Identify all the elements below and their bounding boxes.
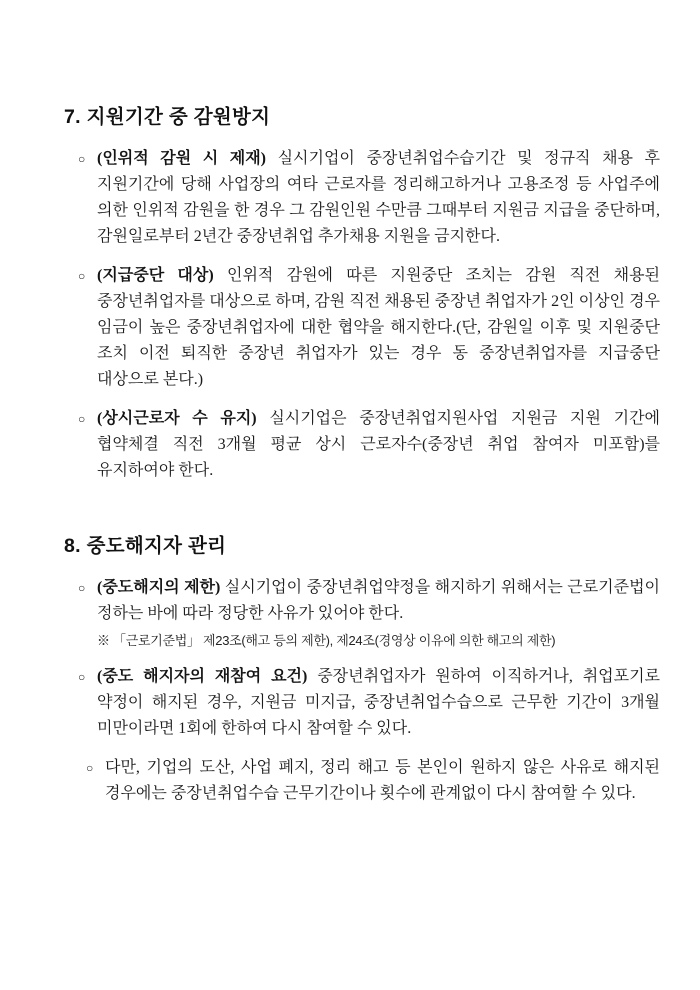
bullet-item-maintain-workers [64, 406, 660, 484]
item-text: 인위적 감원에 따른 지원중단 조치는 감원 직전 채용된 중장년취업자를 대상으로 하며, 감원 직전 채용된 중장년 취업자가 2인 이상인 경우 임금이 높은 중장년취업자에 대한 협약을 해지한다.(단, 감원일 이후 및 지원중단 조치 이전 퇴직한 중장년 취업자가 있는 경우 동 중장년취업자를 지급중단 대상으로 본다.) [97, 267, 660, 388]
bullet-item-rejoin-exception [64, 755, 660, 807]
bullet-marker: ○ [78, 152, 86, 166]
bullet-item-rejoin-requirement [64, 664, 660, 742]
item-text: 중장년취업자가 원하여 이직하거나, 취업포기로 약정이 해지된 경우, 지원금 미지급, 중장년취업수습으로 근무한 기간이 3개월 미만이라면 1회에 한하여 다시 참여할 수 있다. [97, 668, 660, 737]
item-body [97, 146, 660, 250]
bullet-marker: ○ [78, 581, 86, 595]
bullet-marker: ○ [78, 670, 86, 684]
bullet-item-payment-stop-target [64, 263, 660, 393]
section-7-heading: 7. 지원기간 중 감원방지 [64, 106, 271, 128]
item-lead: (중도해지의 제한) [97, 579, 221, 596]
item-body [97, 263, 660, 393]
item-text: 실시기업이 중장년취업수습기간 및 정규직 채용 후 지원기간에 당해 사업장의 여타 근로자를 정리해고하거나 고용조정 등 사업주에 의한 인위적 감원을 한 경우 그 감원인원 수만큼 그때부터 지원금 지급을 중단하며, 감원일로부터 2년간 중장년취업 추가채용 지원을 금지한다. [97, 150, 661, 245]
bullet-marker: ○ [86, 761, 94, 775]
section-8 [64, 530, 660, 807]
section-8-heading: 8. 중도해지자 관리 [64, 535, 227, 557]
item-text: 실시기업이 중장년취업약정을 해지하기 위해서는 근로기준법이 정하는 바에 따라 정당한 사유가 있어야 한다. [97, 579, 660, 622]
item-lead: (중도 해지자의 재참여 요건) [97, 668, 308, 685]
item-body [97, 664, 660, 742]
footnote-labor-standards-act: ※ 「근로기준법」 제23조(해고 등의 제한), 제24조(경영상 이유에 의한 해고의 제한) [97, 633, 556, 648]
item-body [97, 575, 660, 627]
bullet-marker: ○ [78, 412, 86, 426]
bullet-item-artificial-reduction [64, 146, 660, 250]
item-lead: (지급중단 대상) [97, 267, 214, 284]
bullet-item-termination-limit [64, 575, 660, 651]
item-text: 실시기업은 중장년취업지원사업 지원금 지원 기간에 협약체결 직전 3개월 평균 상시 근로자수(중장년 취업 참여자 미포함)를 유지하여야 한다. [97, 410, 660, 479]
item-body [105, 755, 660, 807]
item-lead: (상시근로자 수 유지) [97, 410, 257, 427]
item-lead: (인위적 감원 시 제재) [97, 150, 267, 167]
section-7 [64, 101, 660, 484]
item-body [97, 406, 660, 484]
item-text: 다만, 기업의 도산, 사업 폐지, 정리 해고 등 본인이 원하지 않은 사유로 해지된 경우에는 중장년취업수습 근무기간이나 횟수에 관계없이 다시 참여할 수 있다. [105, 759, 660, 802]
bullet-marker: ○ [78, 269, 86, 283]
